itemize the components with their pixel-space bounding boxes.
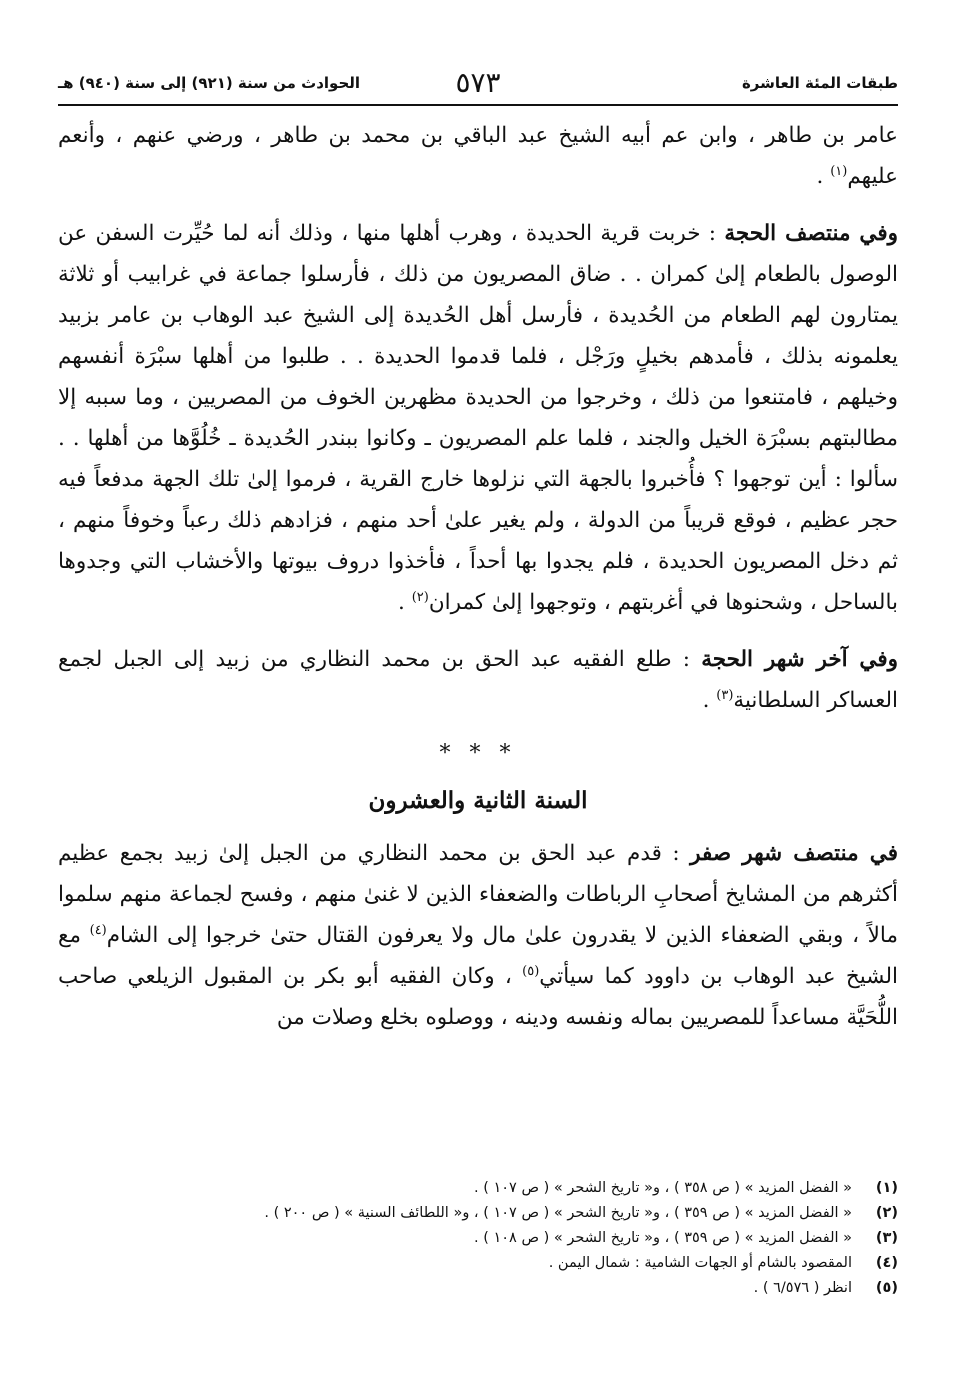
footnote-number: (١) [875, 1180, 898, 1196]
paragraph [58, 833, 898, 1038]
footnotes [58, 1176, 898, 1301]
footnote [58, 1226, 898, 1251]
paragraph-text: : طلع الفقيه عبد الحق بن محمد النظاري من زبيد إلى الجبل لجمع العساكر السلطانية [58, 647, 898, 713]
paragraph-tail: . [816, 164, 831, 189]
footnote-number: (٥) [875, 1280, 898, 1296]
footnote-number: (٤) [875, 1255, 898, 1271]
footnote-ref[interactable]: (٤) [89, 922, 107, 938]
header-chapter-title: الحوادث من سنة (٩٢١) إلى سنة (٩٤٠) هـ [58, 74, 361, 92]
footnote-ref[interactable]: (٣) [716, 687, 734, 703]
footnote-text: المقصود بالشام أو الجهات الشامية : شمال اليمن . [548, 1255, 852, 1271]
footnote [58, 1201, 898, 1226]
section-separator: * * * [439, 741, 517, 766]
footnote-text: انظر ( ٦/٥٧٦ ) . [753, 1280, 852, 1296]
paragraph-text: : خربت قرية الحديدة ، وهرب أهلها منها ، وذلك أنه لما حُيِّرت السفن عن الوصول بالطعام إلىٰ كمران . . ضاق المصريون من ذلك ، فأرسلوا جماعة في غرابيب أو ثلاثة يمتارون لهم الطعام من الحُديدة ، فأرسل أهل الحُديدة إلى الشيخ عبد الوهاب بن عامر بزبيد يعلمونه بذلك ، فأمدهم بخيلٍ ورَجْل ، فلما قدموا الحديدة . . طلبوا من أهلها سبْرَة أنفسهم وخيلهم ، فامتنعوا من ذلك ، وخرجوا من الحديدة مظهرين الخوف من المصريين ، وما سببه إلا مطالبتهم بسبْرَة الخيل والجند ، فلما علم المصريون ـ وكانوا ببندر الحُديدة ـ خُلُوَّها من أهلها . . سألوا : أين توجهوا ؟ فأُخبروا بالجهة التي نزلوها خارج القرية ، فرموا إلىٰ تلك الجهة مدفعاً فيه حجر عظيم ، فوقع قريباً من الدولة ، ولم يغير علىٰ أحد منهم ، فزادهم ذلك رعباً وخوفاً منهم ، ثم دخل المصريون الحديدة ، فلم يجدوا بها أحداً ، فأخذوا دروف بيوتها والأخشاب التي وجدوها بالساحل ، وشحنوها في أغربتهم ، وتوجهوا إلىٰ كمران [58, 221, 898, 615]
footnote-ref[interactable]: (٥) [522, 963, 540, 979]
paragraph-text: : قدم عبد الحق بن محمد النظاري من الجبل إلىٰ زبيد بجمع عظيم أكثرهم من المشايخ أصحابِ الرباطات والضعفاء الذين لا غنىٰ منهم ، وفسح لجماعة منهم سلموا مالاً ، وبقي الضعفاء الذين لا يقدرون علىٰ مال ولا يعرفون القتال حتىٰ خرجوا إلى الشام [58, 841, 898, 948]
paragraph [58, 213, 898, 623]
paragraph-text: عامر بن طاهر ، وابن عم أبيه الشيخ عبد الباقي بن محمد بن طاهر ، ورضي عنهم ، وأنعم عليهم [58, 123, 898, 189]
section-title: السنة الثانية والعشرون [368, 787, 588, 814]
footnote-text: « الفضل المزيد » ( ص ٣٥٩ ) ، و« تاريخ الشحر » ( ص ١٠٧ ) ، و« اللطائف السنية » ( ص ٢٠٠ ) . [264, 1205, 852, 1221]
header-book-title: طبقات المئة العاشرة [741, 74, 898, 92]
footnote-ref[interactable]: (١) [830, 163, 848, 179]
paragraph-text: ، وكان الفقيه أبو بكر بن المقبول الزيلعي صاحب اللُّحَيَّة مساعداً للمصريين بماله ونفسه ودينه ، ووصلوه بخلع وصلات من [58, 964, 898, 1030]
footnote-number: (٣) [875, 1230, 898, 1246]
page-number: ٥٧٣ [455, 66, 501, 99]
main-text [58, 115, 898, 1054]
footnote [58, 1176, 898, 1201]
footnote-text: « الفضل المزيد » ( ص ٣٥٩ ) ، و« تاريخ الشحر » ( ص ١٠٨ ) . [474, 1230, 852, 1246]
footnote [58, 1251, 898, 1276]
paragraph [58, 115, 898, 197]
footnote-text: « الفضل المزيد » ( ص ٣٥٨ ) ، و« تاريخ الشحر » ( ص ١٠٧ ) . [474, 1180, 852, 1196]
paragraph-text: مع الشيخ عبد الوهاب بن داوود كما سيأتي [58, 923, 898, 989]
paragraph-tail: . [702, 688, 717, 713]
footnote [58, 1276, 898, 1301]
paragraph [58, 639, 898, 721]
footnote-number: (٢) [875, 1205, 898, 1221]
paragraph-lead: وفي آخر شهر الحجة [701, 647, 898, 672]
footnote-ref[interactable]: (٢) [411, 589, 429, 605]
running-header [58, 64, 898, 106]
paragraph-tail: . [398, 590, 412, 615]
paragraph-lead: وفي منتصف الحجة [724, 221, 898, 246]
paragraph-lead: في منتصف شهر صفر [690, 841, 899, 866]
